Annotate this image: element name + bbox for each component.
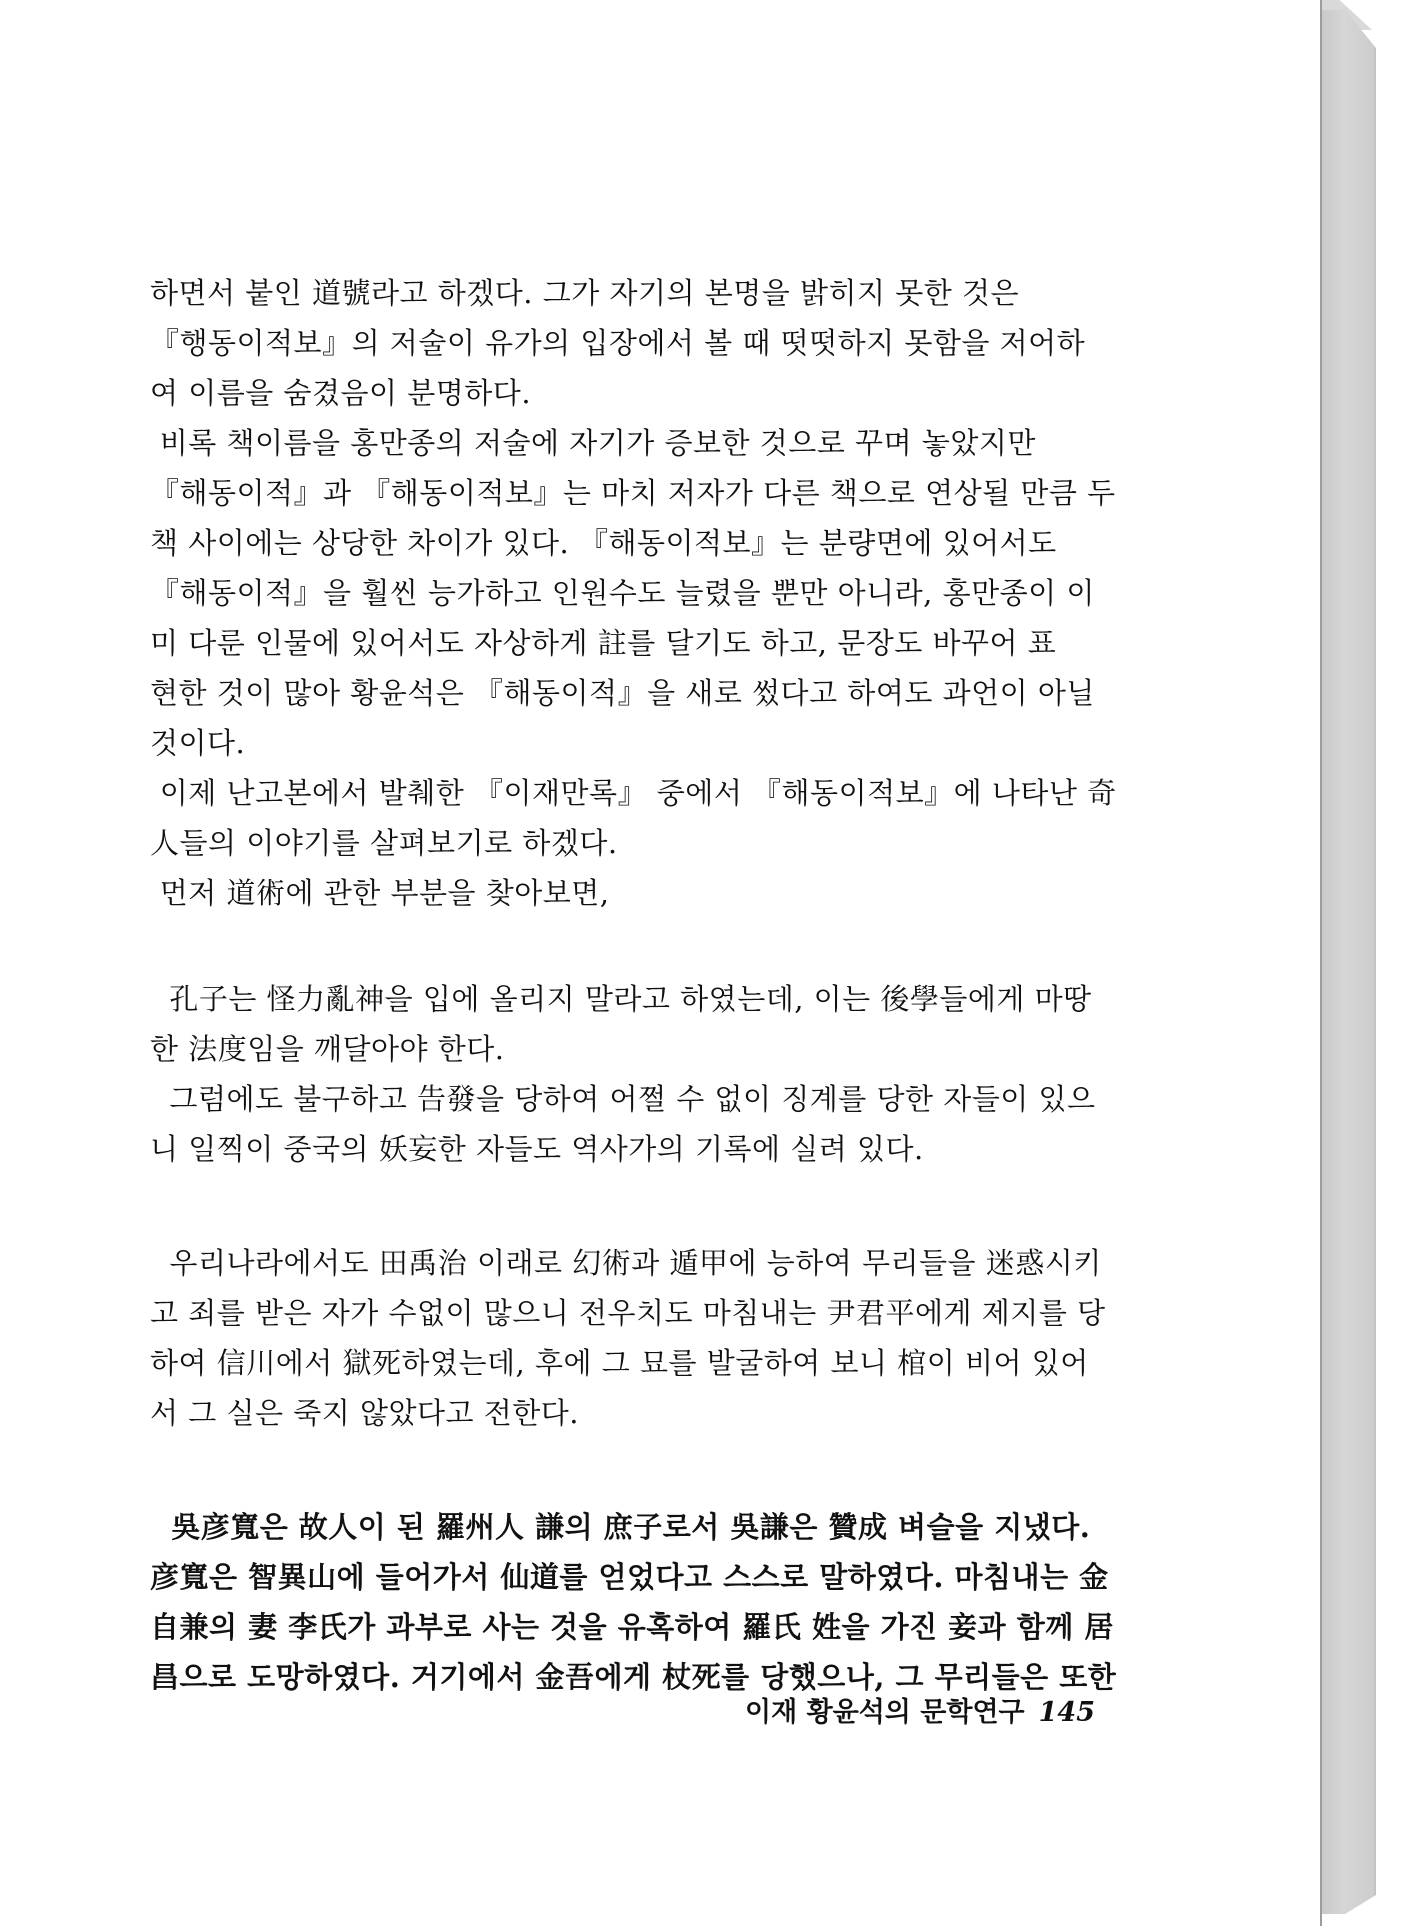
quote-line: 그럼에도 불구하고 告發을 당하여 어쩔 수 없이 징계를 당한 자들이 있으 [150,1082,1096,1116]
body-line: 비록 책이름을 홍만종의 저술에 자기가 증보한 것으로 꾸며 놓았지만 [150,426,1036,460]
quote-line: 彦寬은 智異山에 들어가서 仙道를 얻었다고 스스로 말하였다. 마침내는 金 [150,1560,1109,1594]
body-line: 먼저 道術에 관한 부분을 찾아보면, [150,876,610,910]
running-footer [745,1690,1095,1729]
quote-line: 하여 信川에서 獄死하였는데, 후에 그 묘를 발굴하여 보니 棺이 비어 있어 [150,1346,1089,1380]
quote-line: 自兼의 妻 李氏가 과부로 사는 것을 유혹하여 羅氏 姓을 가진 妾과 함께 居 [150,1610,1114,1644]
body-line: 여 이름을 숨겼음이 분명하다. [150,376,532,410]
page-number: 145 [1038,1697,1095,1728]
body-line: 이제 난고본에서 발췌한 『이재만록』 중에서 『해동이적보』에 나타난 奇 [150,776,1117,810]
body-line: 미 다룬 인물에 있어서도 자상하게 註를 달기도 하고, 문장도 바꾸어 표 [150,626,1057,660]
quote-line: 吳彦寬은 故人이 된 羅州人 謙의 庶子로서 吳謙은 贊成 벼슬을 지냈다. [150,1510,1091,1544]
body-text [150,268,1115,1702]
body-line: 현한 것이 많아 황윤석은 『해동이적』을 새로 썼다고 하여도 과언이 아닐 [150,676,1095,710]
quote-line: 孔子는 怪力亂神을 입에 올리지 말라고 하였는데, 이는 後學들에게 마땅 [150,982,1092,1016]
quote-line: 昌으로 도망하였다. 거기에서 金吾에게 杖死를 당했으나, 그 무리들은 또한 [150,1660,1117,1694]
body-line: 『행동이적보』의 저술이 유가의 입장에서 볼 때 떳떳하지 못함을 저어하 [150,326,1086,360]
body-line: 것이다. [150,726,246,760]
quote-line: 고 죄를 받은 자가 수없이 많으니 전우치도 마침내는 尹君平에게 제지를 당 [150,1296,1106,1330]
body-line: 책 사이에는 상당한 차이가 있다. 『해동이적보』는 분량면에 있어서도 [150,526,1057,560]
footer-title: 이재 황윤석의 문학연구 [745,1697,1025,1728]
quote-line: 니 일찍이 중국의 妖妄한 자들도 역사가의 기록에 실려 있다. [150,1132,924,1166]
quote-line: 서 그 실은 죽지 않았다고 전한다. [150,1396,579,1430]
body-line: 人들의 이야기를 살펴보기로 하겠다. [150,826,618,860]
body-line: 하면서 붙인 道號라고 하겠다. 그가 자기의 본명을 밝히지 못한 것은 [150,276,1020,310]
quote-line: 한 法度임을 깨달아야 한다. [150,1032,505,1066]
body-line: 『해동이적』을 훨씬 능가하고 인원수도 늘렸을 뿐만 아니라, 홍만종이 이 [150,576,1095,610]
quote-line: 우리나라에서도 田禹治 이래로 幻術과 遁甲에 능하여 무리들을 迷惑시키 [150,1246,1102,1280]
body-line: 『해동이적』과 『해동이적보』는 마치 저자가 다른 책으로 연상될 만큼 두 [150,476,1116,510]
page-stack-edge [1320,10,1376,1914]
